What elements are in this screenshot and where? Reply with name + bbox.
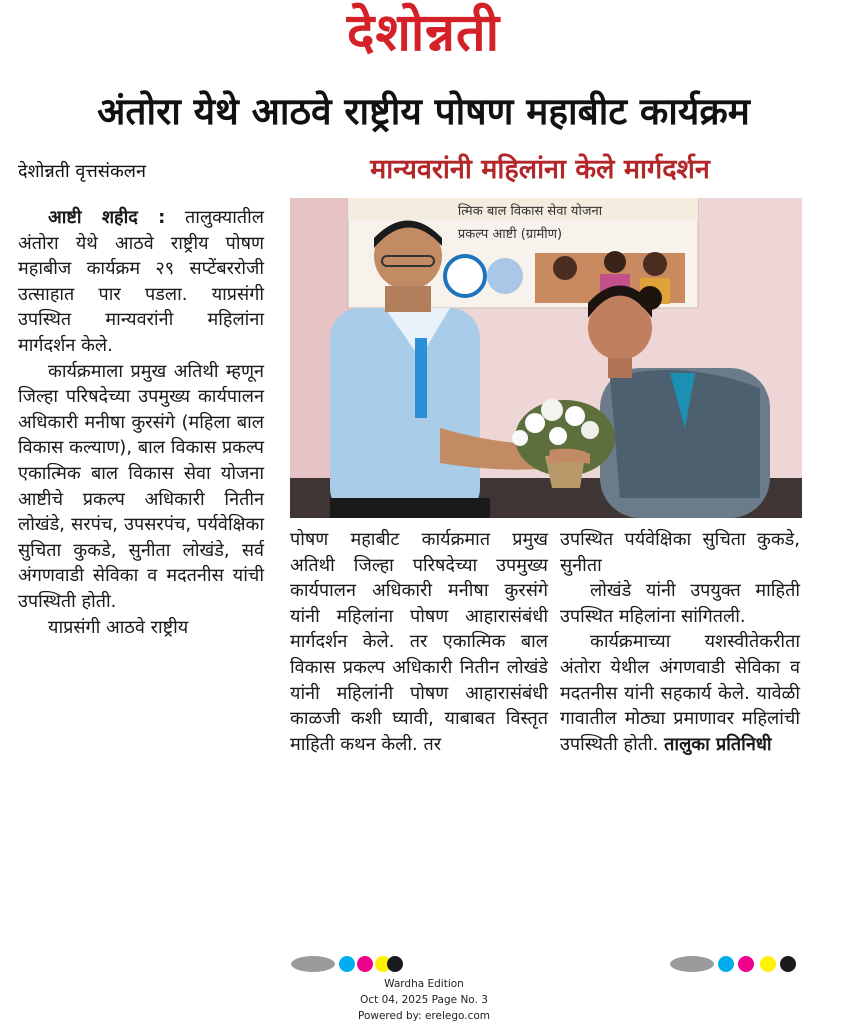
byline: देशोन्नती वृत्तसंकलन xyxy=(18,161,146,182)
masthead xyxy=(0,0,847,70)
article-column-2 xyxy=(290,527,548,757)
news-photo xyxy=(290,198,802,518)
article-paragraph: याप्रसंगी आठवे राष्ट्रीय xyxy=(48,616,189,638)
page-footer xyxy=(300,976,548,1024)
article-paragraph xyxy=(560,629,800,757)
banner-text-2: प्रकल्प आष्टी (ग्रामीण) xyxy=(457,227,563,242)
article-column-3 xyxy=(560,527,800,757)
article-paragraph: उपस्थित पर्यवेक्षिका सुचिता कुकडे, सुनीता xyxy=(560,529,800,576)
registration-color-bar-right xyxy=(670,955,800,973)
newspaper-logo: देशोन्नती xyxy=(346,3,501,63)
photo-illustration xyxy=(290,198,802,518)
article-paragraph: कार्यक्रमाला प्रमुख अतिथी म्हणून जिल्हा परिषदेच्या उपमुख्य कार्यपालन अधिकारी मनीषा कुरसंगे (महिला बाल विकास कल्याण), बाल विकास प्रकल्प एकात्मिक बाल विकास सेवा योजना आष्टीचे प्रकल्प अधिकारी नितीन लोखंडे, सरपंच, उपसरपंच, पर्यवेक्षिका सुचिता कुकडे, सुनीता लोखंडे, सर्व अंगणवाडी सेविका व मदतनीस यांची उपस्थिती होती. xyxy=(18,360,264,612)
article-paragraph: पोषण महाबीट कार्यक्रमात प्रमुख अतिथी जिल्हा परिषदेच्या उपमुख्य कार्यपालन अधिकारी मनीषा कुरसंगे यांनी महिलांना पोषण आहारासंबंधी मार्गदर्शन केले. तर एकात्मिक बाल विकास प्रकल्प अधिकारी नितीन लोखंडे यांनी महिलांनी पोषण आहारासंबंधी काळजी कशी घ्यावी, याबाबत विस्तृत माहिती कथन केली. तर xyxy=(290,529,548,755)
date-page-label: Oct 04, 2025 Page No. 3 xyxy=(360,994,488,1006)
headline: अंतोरा येथे आठवे राष्ट्रीय पोषण महाबीट कार्यक्रम xyxy=(97,90,750,133)
article-column-1 xyxy=(18,205,264,640)
subheadline: मान्यवरांनी महिलांना केले मार्गदर्शन xyxy=(370,154,710,185)
registration-color-bar-left xyxy=(291,955,403,973)
article-paragraph xyxy=(18,205,264,359)
paragraph-text: तालुक्यातील अंतोरा येथे आठवे राष्ट्रीय पोषण महाबीज कार्यक्रम २९ सप्टेंबररोजी उत्साहात पार पडला. याप्रसंगी उपस्थित मान्यवरांनी महिलांना मार्गदर्शन केले. xyxy=(18,207,264,356)
signoff: तालुका प्रतिनिधी xyxy=(664,733,772,755)
paragraph-text: कार्यक्रमाच्या यशस्वीतेकरीता अंतोरा येथील अंगणवाडी सेविका व मदतनीस यांनी सहकार्य केले. यावेळी गावातील मोठ्या प्रमाणावर महिलांची उपस्थिती होती. xyxy=(560,631,800,755)
edition-label: Wardha Edition xyxy=(384,978,464,990)
article-paragraph: लोखंडे यांनी उपयुक्त माहिती उपस्थित महिलांना सांगितली. xyxy=(560,580,800,627)
powered-by-label: Powered by: erelego.com xyxy=(357,1010,491,1022)
banner-text-1: त्मिक बाल विकास सेवा योजना xyxy=(457,204,603,219)
dateline: आष्टी शहीद : xyxy=(48,207,166,228)
